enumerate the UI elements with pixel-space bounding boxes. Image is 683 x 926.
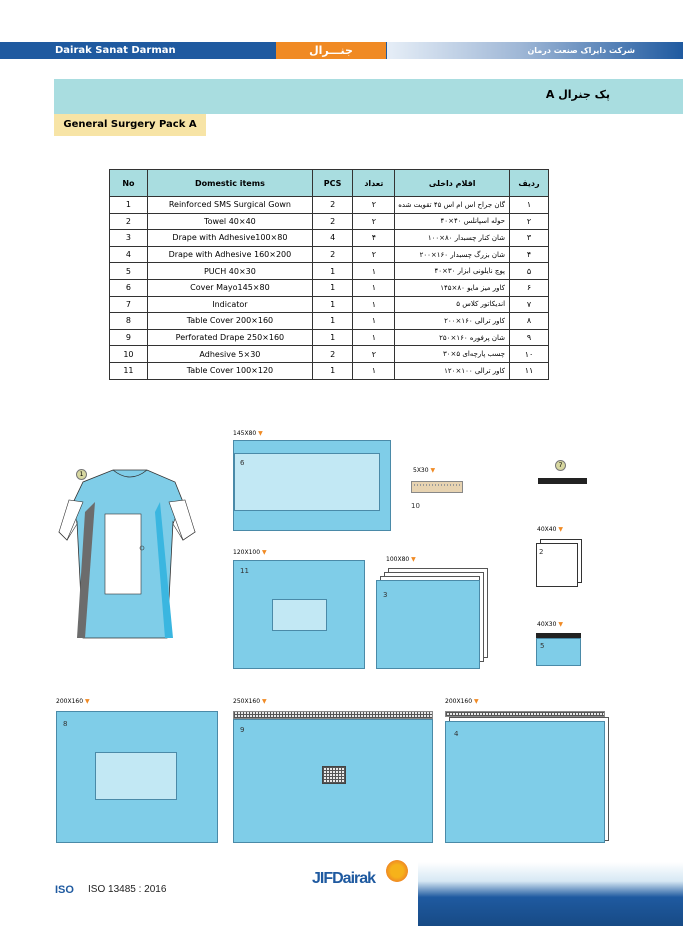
indicator-strip: [538, 478, 587, 484]
cell-item: Indicator: [147, 296, 312, 313]
dim-perforated-text: 250X160: [233, 698, 261, 705]
cell-item: Drape with Adhesive100×80: [147, 230, 312, 247]
cell-no: 2: [110, 213, 148, 230]
cell-pcs: 1: [313, 263, 353, 280]
mayo-cover-inner: [234, 453, 380, 511]
item-label-puch: 5: [540, 642, 545, 650]
dim-table-small: 120X100 ▼: [233, 549, 267, 556]
cell-qty: ۲: [353, 346, 395, 363]
cell-pcs: 1: [313, 279, 353, 296]
surgical-gown-illustration: [55, 462, 205, 642]
sun-icon: [386, 860, 408, 882]
table-row: [110, 329, 549, 346]
col-qty-header: تعداد: [353, 170, 395, 197]
dim-mayo: 145X80 ▼: [233, 430, 263, 437]
cell-no: 6: [110, 279, 148, 296]
title-band: [54, 79, 683, 114]
perforation-window: [322, 766, 346, 784]
col-item-fa-header: اقلام داخلی: [395, 170, 510, 197]
cell-pcs: 1: [313, 296, 353, 313]
cell-item: PUCH 40×30: [147, 263, 312, 280]
perforated-adhesive-band: [233, 711, 433, 719]
cell-no: 4: [110, 246, 148, 263]
cell-item-fa: کاور ترالی ۱۶۰×۲۰۰: [395, 313, 510, 330]
dim-puch: 40X30 ▼: [537, 621, 563, 628]
cell-item-fa: شان کنار چسبدار ۸۰×۱۰۰: [395, 230, 510, 247]
cell-radif: ۴: [510, 246, 549, 263]
cell-radif: ۱۱: [510, 362, 549, 379]
adhesive-strips: [411, 481, 463, 493]
cell-radif: ۳: [510, 230, 549, 247]
page-title: پک جنرال A: [545, 88, 610, 101]
dim-drape-small: 100X80 ▼: [386, 556, 416, 563]
footer-gradient-bar: [418, 862, 683, 926]
dim-puch-text: 40X30: [537, 621, 557, 628]
cell-item-fa: گان جراح اس ام اس ۴۵ تقویت شده: [395, 197, 510, 214]
cell-qty: ۱: [353, 279, 395, 296]
item-label-table-large: 8: [63, 720, 68, 728]
drape-large: [445, 721, 605, 843]
cell-item-fa: اندیکاتور کلاس ۵: [395, 296, 510, 313]
table-cover-small: [233, 560, 365, 669]
iso-certification: ISO 13485 : 2016: [88, 884, 167, 895]
dim-table-small-text: 120X100: [233, 549, 261, 556]
cell-item-fa: کاور میز مایو ۸۰×۱۴۵: [395, 279, 510, 296]
cell-item: Table Cover 200×160: [147, 313, 312, 330]
item-label-table-small: 11: [240, 567, 249, 575]
table-row: [110, 346, 549, 363]
cell-radif: ۱۰: [510, 346, 549, 363]
dim-drape-large-text: 200X160: [445, 698, 473, 705]
cell-no: 7: [110, 296, 148, 313]
dim-drape-small-text: 100X80: [386, 556, 410, 563]
header-bar: [0, 42, 683, 59]
cell-item-fa: پوچ نایلونی ابزار ۳۰×۴۰: [395, 263, 510, 280]
items-table: [109, 169, 549, 380]
dim-towel: 40X40 ▼: [537, 526, 563, 533]
cell-qty: ۲: [353, 246, 395, 263]
cell-pcs: 4: [313, 230, 353, 247]
cell-pcs: 1: [313, 313, 353, 330]
dim-table-large-text: 200X160: [56, 698, 84, 705]
cell-item: Reinforced SMS Surgical Gown: [147, 197, 312, 214]
company-name-fa: شرکت دایراک صنعت درمان: [387, 42, 683, 59]
cell-radif: ۹: [510, 329, 549, 346]
table-row: [110, 230, 549, 247]
table-row: [110, 279, 549, 296]
item-label-adhesive: 10: [411, 502, 420, 510]
puch: [536, 638, 581, 666]
pack-name: General Surgery Pack A: [54, 114, 206, 136]
cell-no: 1: [110, 197, 148, 214]
table-row: [110, 263, 549, 280]
cell-radif: ۱: [510, 197, 549, 214]
cell-qty: ۱: [353, 362, 395, 379]
dim-perforated: 250X160 ▼: [233, 698, 267, 705]
table-row: [110, 313, 549, 330]
cell-radif: ۷: [510, 296, 549, 313]
cell-pcs: 2: [313, 197, 353, 214]
item-label-gown: 1: [76, 469, 87, 480]
cell-qty: ۲: [353, 197, 395, 214]
cell-radif: ۲: [510, 213, 549, 230]
company-name-en: Dairak Sanat Darman: [0, 42, 275, 59]
cell-item-fa: کاور ترالی ۱۰۰×۱۲۰: [395, 362, 510, 379]
item-label-towel: 2: [539, 548, 544, 556]
cell-item: Perforated Drape 250×160: [147, 329, 312, 346]
towel: [536, 543, 578, 587]
cell-no: 5: [110, 263, 148, 280]
section-title: جنـــرال: [276, 42, 386, 59]
cell-item-fa: حوله اسپانلس ۴۰×۴۰: [395, 213, 510, 230]
cell-qty: ۴: [353, 230, 395, 247]
dim-mayo-text: 145X80: [233, 430, 257, 437]
cell-qty: ۱: [353, 313, 395, 330]
mayo-cover: [233, 440, 391, 531]
table-cover-small-window: [272, 599, 327, 631]
cell-item: Adhesive 5×30: [147, 346, 312, 363]
table-row: [110, 197, 549, 214]
dim-adhesive: 5X30 ▼: [413, 467, 436, 474]
dim-towel-text: 40X40: [537, 526, 557, 533]
cell-pcs: 1: [313, 329, 353, 346]
table-row: [110, 362, 549, 379]
perforated-drape: [233, 719, 433, 843]
cell-qty: ۱: [353, 263, 395, 280]
cell-item-fa: شان پرفوره ۱۶۰×۲۵۰: [395, 329, 510, 346]
iso-logo: ISO: [55, 884, 74, 896]
cell-item: Cover Mayo145×80: [147, 279, 312, 296]
table-row: [110, 213, 549, 230]
cell-pcs: 2: [313, 246, 353, 263]
table-cover-large: [56, 711, 218, 843]
cell-radif: ۵: [510, 263, 549, 280]
cell-qty: ۱: [353, 296, 395, 313]
cell-radif: ۶: [510, 279, 549, 296]
cell-radif: ۸: [510, 313, 549, 330]
cell-pcs: 2: [313, 213, 353, 230]
cell-no: 10: [110, 346, 148, 363]
cell-item: Table Cover 100×120: [147, 362, 312, 379]
col-no-header: No: [110, 170, 148, 197]
item-label-drape-small: 3: [383, 591, 388, 599]
cell-pcs: 2: [313, 346, 353, 363]
table-row: [110, 246, 549, 263]
cell-pcs: 1: [313, 362, 353, 379]
cell-qty: ۱: [353, 329, 395, 346]
cell-item-fa: شان بزرگ چسبدار ۱۶۰×۲۰۰: [395, 246, 510, 263]
table-header-row: [110, 170, 549, 197]
cell-no: 3: [110, 230, 148, 247]
dim-adhesive-text: 5X30: [413, 467, 429, 474]
col-pcs-header: PCS: [313, 170, 353, 197]
drape-small: [376, 580, 480, 669]
item-label-drape-large: 4: [454, 730, 459, 738]
item-label-mayo: 6: [240, 459, 245, 467]
cell-item: Drape with Adhesive 160×200: [147, 246, 312, 263]
col-item-header: Domestic items: [147, 170, 312, 197]
cell-item: Towel 40×40: [147, 213, 312, 230]
cell-no: 8: [110, 313, 148, 330]
cell-no: 11: [110, 362, 148, 379]
table-cover-large-window: [95, 752, 177, 800]
cell-no: 9: [110, 329, 148, 346]
item-label-indicator: 7: [555, 460, 566, 471]
col-radif-header: ردیف: [510, 170, 549, 197]
item-label-perforated: 9: [240, 726, 245, 734]
table-row: [110, 296, 549, 313]
dim-table-large: 200X160 ▼: [56, 698, 90, 705]
brand-logo: JIFDairak: [312, 870, 376, 887]
cell-item-fa: چسب پارچه‌ای ۵×۳۰: [395, 346, 510, 363]
cell-qty: ۲: [353, 213, 395, 230]
dim-drape-large: 200X160 ▼: [445, 698, 479, 705]
